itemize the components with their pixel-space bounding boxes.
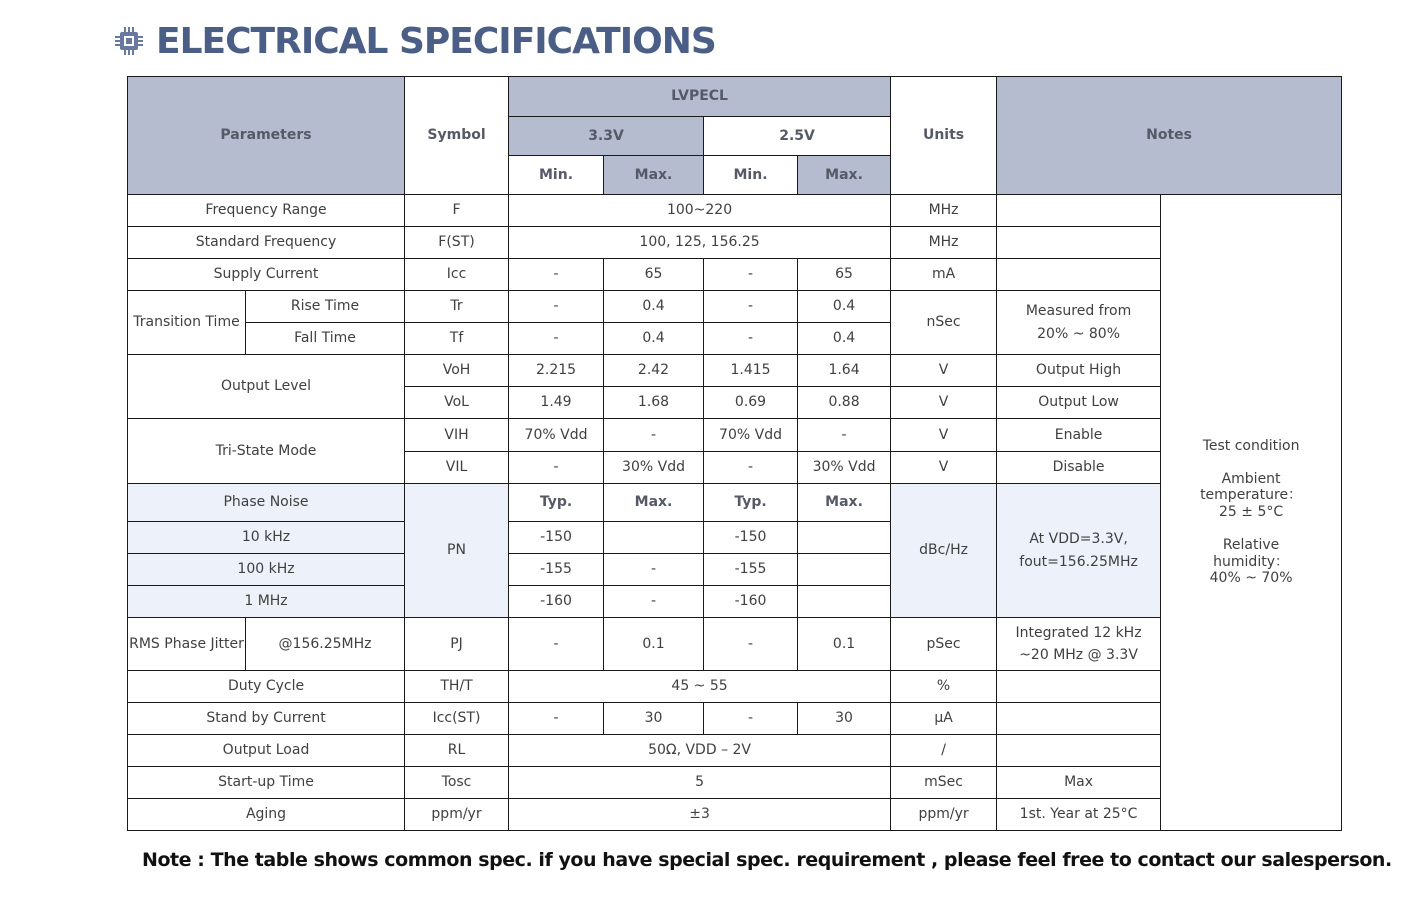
units-cell: MHz xyxy=(891,227,997,259)
header-min-2v5: Min. xyxy=(704,156,798,195)
max-2v5-cell: 30% Vdd xyxy=(798,452,891,484)
min-2v5-cell: 1.415 xyxy=(704,355,798,387)
note-cell xyxy=(997,618,1161,671)
humidity-line-3: 40% ~ 70% xyxy=(1209,570,1293,587)
max-3v3-cell: 0.4 xyxy=(604,323,704,355)
min-3v3-cell: 2.215 xyxy=(509,355,604,387)
header-max-3v3: Max. xyxy=(604,156,704,195)
max-2v5-cell: 0.4 xyxy=(798,323,891,355)
table-row xyxy=(128,671,1342,703)
symbol-cell: TH/T xyxy=(405,671,509,703)
table-row xyxy=(128,484,1342,522)
units-cell: V xyxy=(891,419,997,452)
max-3v3-cell: 30% Vdd xyxy=(604,452,704,484)
table-row xyxy=(128,799,1342,831)
units-cell: V xyxy=(891,355,997,387)
sub-param-label: Fall Time xyxy=(246,323,405,355)
phase-noise-offset: 1 MHz xyxy=(128,586,405,618)
header-notes: Notes xyxy=(997,77,1342,195)
param-label: Supply Current xyxy=(128,259,405,291)
max-2v5-cell: - xyxy=(798,419,891,452)
min-3v3-cell: - xyxy=(509,703,604,735)
note-line: 20% ~ 80% xyxy=(1037,325,1120,342)
param-label: Duty Cycle xyxy=(128,671,405,703)
max-3v3-cell: 0.1 xyxy=(604,618,704,671)
symbol-cell: F(ST) xyxy=(405,227,509,259)
sub-param-label: Rise Time xyxy=(246,291,405,323)
header-symbol: Symbol xyxy=(405,77,509,195)
phase-noise-offset: 10 kHz xyxy=(128,522,405,554)
min-2v5-cell: 70% Vdd xyxy=(704,419,798,452)
symbol-cell: ppm/yr xyxy=(405,799,509,831)
units-cell: V xyxy=(891,387,997,419)
max-2v5-cell: 0.4 xyxy=(798,291,891,323)
symbol-cell: Tr xyxy=(405,291,509,323)
footnote-text: Note : The table shows common spec. if you have special spec. requirement , please feel free to contact our salesperson. xyxy=(142,849,1392,871)
symbol-cell: VIH xyxy=(405,419,509,452)
units-cell: nSec xyxy=(891,291,997,355)
min-3v3-cell: 1.49 xyxy=(509,387,604,419)
max-3v3-cell: - xyxy=(604,419,704,452)
note-cell: Max xyxy=(997,767,1161,799)
test-condition-title: Test condition xyxy=(1202,437,1300,454)
header-2v5: 2.5V xyxy=(704,117,891,156)
param-label: Output Level xyxy=(128,355,405,419)
humidity-line-2: humidity： xyxy=(1213,553,1289,570)
param-label: Aging xyxy=(128,799,405,831)
units-cell: ppm/yr xyxy=(891,799,997,831)
note-cell: Enable xyxy=(997,419,1161,452)
max-3v3-cell: 2.42 xyxy=(604,355,704,387)
units-cell: mA xyxy=(891,259,997,291)
param-label: Stand by Current xyxy=(128,703,405,735)
units-cell: µA xyxy=(891,703,997,735)
param-label: Standard Frequency xyxy=(128,227,405,259)
table-row xyxy=(128,259,1342,291)
units-cell: pSec xyxy=(891,618,997,671)
max-3v3-cell: 1.68 xyxy=(604,387,704,419)
min-2v5-cell: - xyxy=(704,452,798,484)
footnote xyxy=(130,846,1392,874)
max-3v3-cell: 0.4 xyxy=(604,291,704,323)
min-3v3-cell: 70% Vdd xyxy=(509,419,604,452)
typ-3v3-cell: -155 xyxy=(509,554,604,586)
typ-2v5-header: Typ. xyxy=(704,484,798,522)
max-3v3-cell: - xyxy=(604,586,704,618)
spec-table xyxy=(127,76,1342,831)
min-2v5-cell: - xyxy=(704,703,798,735)
units-cell: mSec xyxy=(891,767,997,799)
min-3v3-cell: - xyxy=(509,323,604,355)
max-3v3-cell xyxy=(604,522,704,554)
param-label: Tri-State Mode xyxy=(128,419,405,484)
units-cell: V xyxy=(891,452,997,484)
test-condition-cell xyxy=(1161,195,1342,831)
typ-2v5-cell: -155 xyxy=(704,554,798,586)
ambient-line-3: 25 ± 5°C xyxy=(1219,504,1284,521)
value-cell: 100~220 xyxy=(509,195,891,227)
max-2v5-cell: 30 xyxy=(798,703,891,735)
max-2v5-cell: 1.64 xyxy=(798,355,891,387)
phase-noise-label: Phase Noise xyxy=(128,484,405,522)
ambient-line-2: temperature： xyxy=(1200,487,1303,504)
table-row xyxy=(128,195,1342,227)
value-cell: 100, 125, 156.25 xyxy=(509,227,891,259)
symbol-cell: Icc xyxy=(405,259,509,291)
max-2v5-cell: 0.88 xyxy=(798,387,891,419)
typ-2v5-cell: -150 xyxy=(704,522,798,554)
note-cell xyxy=(997,227,1161,259)
table-row xyxy=(128,703,1342,735)
header-units: Units xyxy=(891,77,997,195)
chip-icon xyxy=(114,26,144,56)
table-row xyxy=(128,419,1342,452)
symbol-cell: VIL xyxy=(405,452,509,484)
min-3v3-cell: - xyxy=(509,618,604,671)
value-cell: 45 ~ 55 xyxy=(509,671,891,703)
min-2v5-cell: - xyxy=(704,618,798,671)
table-row xyxy=(128,618,1342,671)
note-cell xyxy=(997,195,1161,227)
header-3v3: 3.3V xyxy=(509,117,704,156)
max-2v5-cell xyxy=(798,554,891,586)
symbol-cell: PN xyxy=(405,484,509,618)
note-cell xyxy=(997,735,1161,767)
title-row xyxy=(114,18,716,64)
ambient-line-1: Ambient xyxy=(1221,470,1281,487)
max-3v3-cell: 30 xyxy=(604,703,704,735)
min-2v5-cell: 0.69 xyxy=(704,387,798,419)
note-cell xyxy=(997,291,1161,355)
max-2v5-cell: 65 xyxy=(798,259,891,291)
param-label: Start-up Time xyxy=(128,767,405,799)
max-3v3-header: Max. xyxy=(604,484,704,522)
param-label: Frequency Range xyxy=(128,195,405,227)
header-min-3v3: Min. xyxy=(509,156,604,195)
symbol-cell: Tosc xyxy=(405,767,509,799)
note-line: ~20 MHz @ 3.3V xyxy=(1019,647,1138,663)
max-2v5-header: Max. xyxy=(798,484,891,522)
note-line: Measured from xyxy=(1025,303,1132,320)
typ-2v5-cell: -160 xyxy=(704,586,798,618)
table-row xyxy=(128,291,1342,323)
max-3v3-cell: 65 xyxy=(604,259,704,291)
header-max-2v5: Max. xyxy=(798,156,891,195)
table-row xyxy=(128,227,1342,259)
max-2v5-cell: 0.1 xyxy=(798,618,891,671)
note-line: At VDD=3.3V, xyxy=(1029,531,1128,548)
note-cell xyxy=(997,484,1161,618)
note-cell: Output Low xyxy=(997,387,1161,419)
humidity-line-1: Relative xyxy=(1222,536,1280,553)
typ-3v3-header: Typ. xyxy=(509,484,604,522)
min-2v5-cell: - xyxy=(704,291,798,323)
sub-param-label: @156.25MHz xyxy=(246,618,405,671)
units-cell: % xyxy=(891,671,997,703)
symbol-cell: PJ xyxy=(405,618,509,671)
min-3v3-cell: - xyxy=(509,291,604,323)
header-parameters: Parameters xyxy=(128,77,405,195)
note-cell xyxy=(997,259,1161,291)
min-2v5-cell: - xyxy=(704,259,798,291)
note-line: Integrated 12 kHz xyxy=(1015,624,1142,641)
header-lvpecl: LVPECL xyxy=(509,77,891,117)
note-cell: Output High xyxy=(997,355,1161,387)
page-title: ELECTRICAL SPECIFICATIONS xyxy=(156,20,716,62)
value-cell: ±3 xyxy=(509,799,891,831)
min-3v3-cell: - xyxy=(509,259,604,291)
units-cell: / xyxy=(891,735,997,767)
note-cell xyxy=(997,703,1161,735)
value-cell: 50Ω, VDD – 2V xyxy=(509,735,891,767)
symbol-cell: VoH xyxy=(405,355,509,387)
typ-3v3-cell: -150 xyxy=(509,522,604,554)
param-label: Output Load xyxy=(128,735,405,767)
phase-noise-offset: 100 kHz xyxy=(128,554,405,586)
table-row xyxy=(128,735,1342,767)
symbol-cell: Tf xyxy=(405,323,509,355)
max-2v5-cell xyxy=(798,586,891,618)
symbol-cell: RL xyxy=(405,735,509,767)
symbol-cell: Icc(ST) xyxy=(405,703,509,735)
param-label: Transition Time xyxy=(128,291,246,355)
param-label: RMS Phase Jitter xyxy=(128,618,246,671)
note-line: fout=156.25MHz xyxy=(1019,553,1138,570)
min-2v5-cell: - xyxy=(704,323,798,355)
note-cell: 1st. Year at 25°C xyxy=(997,799,1161,831)
max-3v3-cell: - xyxy=(604,554,704,586)
note-cell xyxy=(997,671,1161,703)
max-2v5-cell xyxy=(798,522,891,554)
value-cell: 5 xyxy=(509,767,891,799)
symbol-cell: VoL xyxy=(405,387,509,419)
table-row xyxy=(128,355,1342,387)
note-cell: Disable xyxy=(997,452,1161,484)
units-cell: dBc/Hz xyxy=(891,484,997,618)
min-3v3-cell: - xyxy=(509,452,604,484)
typ-3v3-cell: -160 xyxy=(509,586,604,618)
symbol-cell: F xyxy=(405,195,509,227)
units-cell: MHz xyxy=(891,195,997,227)
table-row xyxy=(128,767,1342,799)
